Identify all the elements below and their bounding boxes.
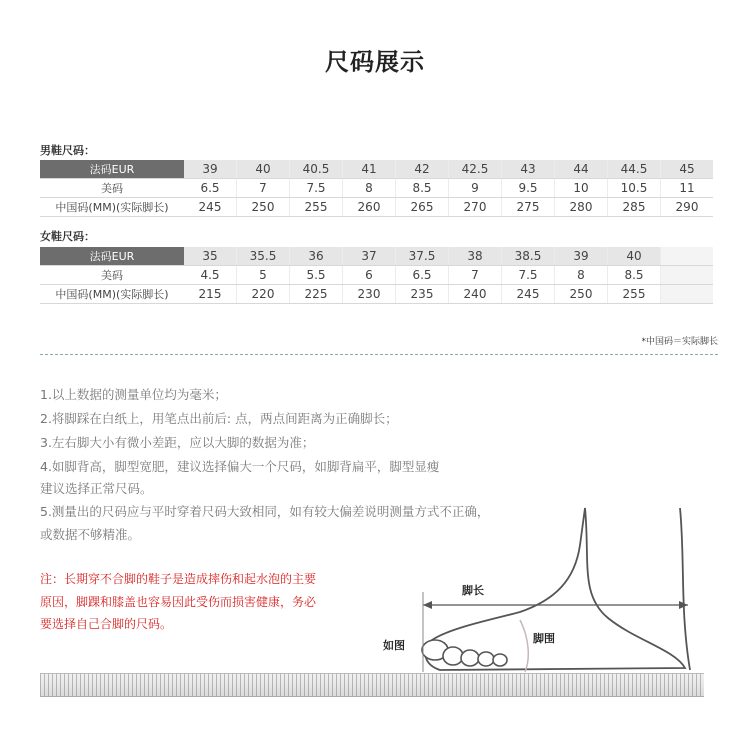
table-row bbox=[40, 247, 713, 266]
men-size-table bbox=[40, 160, 713, 217]
us-row-header: 美码 bbox=[40, 179, 184, 198]
size-cell: 35.5 bbox=[237, 247, 290, 266]
size-cell: 290 bbox=[661, 198, 714, 217]
size-cell: 7 bbox=[449, 266, 502, 285]
size-cell: 36 bbox=[290, 247, 343, 266]
size-cell: 40.5 bbox=[290, 160, 343, 179]
size-cell: 40 bbox=[237, 160, 290, 179]
size-cell: 39 bbox=[555, 247, 608, 266]
size-cell: 37.5 bbox=[396, 247, 449, 266]
women-size-table bbox=[40, 247, 713, 304]
size-cell: 10.5 bbox=[608, 179, 661, 198]
cn-row-header: 中国码(MM)(实际脚长) bbox=[40, 198, 184, 217]
as-shown-label: 如图 bbox=[383, 639, 405, 652]
foot-outline-illustration bbox=[380, 500, 710, 675]
size-cell: 39 bbox=[184, 160, 237, 179]
size-cell: 42 bbox=[396, 160, 449, 179]
size-cell: 8.5 bbox=[608, 266, 661, 285]
eur-row-header: 法码EUR bbox=[40, 247, 184, 266]
women-section-label: 女鞋尺码： bbox=[40, 230, 95, 243]
size-cell: 8.5 bbox=[396, 179, 449, 198]
size-cell: 220 bbox=[237, 285, 290, 304]
eur-row-header: 法码EUR bbox=[40, 160, 184, 179]
size-cell: 44.5 bbox=[608, 160, 661, 179]
instruction-line: 2.将脚踩在白纸上，用笔点出前后: 点，两点间距离为正确脚长； bbox=[40, 411, 398, 426]
warning-line: 要选择自己合脚的尺码。 bbox=[40, 617, 173, 631]
size-cell: 255 bbox=[290, 198, 343, 217]
size-cell: 6 bbox=[343, 266, 396, 285]
size-cell bbox=[661, 285, 714, 304]
size-cell: 245 bbox=[502, 285, 555, 304]
size-cell: 270 bbox=[449, 198, 502, 217]
size-cell: 37 bbox=[343, 247, 396, 266]
size-cell: 245 bbox=[184, 198, 237, 217]
size-cell: 230 bbox=[343, 285, 396, 304]
page-title: 尺码展示 bbox=[325, 48, 425, 76]
size-cell: 38.5 bbox=[502, 247, 555, 266]
instruction-line: 或数据不够精准。 bbox=[40, 527, 141, 542]
size-cell: 44 bbox=[555, 160, 608, 179]
size-cell: 11 bbox=[661, 179, 714, 198]
cn-row-header: 中国码(MM)(实际脚长) bbox=[40, 285, 184, 304]
table-row bbox=[40, 266, 713, 285]
size-cell: 225 bbox=[290, 285, 343, 304]
size-cell bbox=[661, 266, 714, 285]
size-cell: 40 bbox=[608, 247, 661, 266]
table-row bbox=[40, 198, 713, 217]
size-cell: 5 bbox=[237, 266, 290, 285]
size-cell: 255 bbox=[608, 285, 661, 304]
size-cell: 6.5 bbox=[184, 179, 237, 198]
size-cell: 260 bbox=[343, 198, 396, 217]
foot-girth-label: 脚围 bbox=[533, 632, 555, 645]
size-cell: 43 bbox=[502, 160, 555, 179]
size-cell: 41 bbox=[343, 160, 396, 179]
size-cell: 8 bbox=[343, 179, 396, 198]
size-cell: 9 bbox=[449, 179, 502, 198]
size-cell: 265 bbox=[396, 198, 449, 217]
size-cell: 8 bbox=[555, 266, 608, 285]
size-cell: 42.5 bbox=[449, 160, 502, 179]
size-cell: 235 bbox=[396, 285, 449, 304]
us-row-header: 美码 bbox=[40, 266, 184, 285]
size-cell: 215 bbox=[184, 285, 237, 304]
instruction-line: 建议选择正常尺码。 bbox=[40, 481, 153, 496]
size-cell: 280 bbox=[555, 198, 608, 217]
size-cell: 7.5 bbox=[502, 266, 555, 285]
measuring-ruler bbox=[40, 673, 704, 697]
size-cell bbox=[661, 247, 714, 266]
size-cell: 35 bbox=[184, 247, 237, 266]
dashed-divider bbox=[40, 354, 718, 355]
table-row bbox=[40, 179, 713, 198]
warning-line: 注：长期穿不合脚的鞋子是造成摔伤和起水泡的主要 bbox=[40, 572, 317, 586]
size-cell: 45 bbox=[661, 160, 714, 179]
instruction-line: 5.测量出的尺码应与平时穿着尺码大致相同，如有较大偏差说明测量方式不正确， bbox=[40, 504, 490, 519]
size-cell: 10 bbox=[555, 179, 608, 198]
size-cell: 240 bbox=[449, 285, 502, 304]
instruction-line: 1.以上数据的测量单位均为毫米； bbox=[40, 387, 227, 402]
size-cell: 7 bbox=[237, 179, 290, 198]
instruction-line: 3.左右脚大小有微小差距，应以大脚的数据为准； bbox=[40, 435, 315, 450]
size-cell: 5.5 bbox=[290, 266, 343, 285]
size-cell: 38 bbox=[449, 247, 502, 266]
size-cell: 9.5 bbox=[502, 179, 555, 198]
footnote: *中国码＝实际脚长 bbox=[641, 337, 718, 347]
table-row bbox=[40, 160, 713, 179]
size-cell: 285 bbox=[608, 198, 661, 217]
size-cell: 250 bbox=[555, 285, 608, 304]
size-cell: 275 bbox=[502, 198, 555, 217]
men-section-label: 男鞋尺码： bbox=[40, 144, 95, 157]
warning-line: 原因，脚踝和膝盖也容易因此受伤而损害健康，务必 bbox=[40, 595, 317, 609]
size-cell: 4.5 bbox=[184, 266, 237, 285]
size-cell: 6.5 bbox=[396, 266, 449, 285]
table-row bbox=[40, 285, 713, 304]
instruction-line: 4.如脚背高，脚型宽肥，建议选择偏大一个尺码，如脚背扁平，脚型显瘦 bbox=[40, 459, 440, 474]
size-cell: 7.5 bbox=[290, 179, 343, 198]
foot-length-label: 脚长 bbox=[462, 584, 484, 597]
size-cell: 250 bbox=[237, 198, 290, 217]
